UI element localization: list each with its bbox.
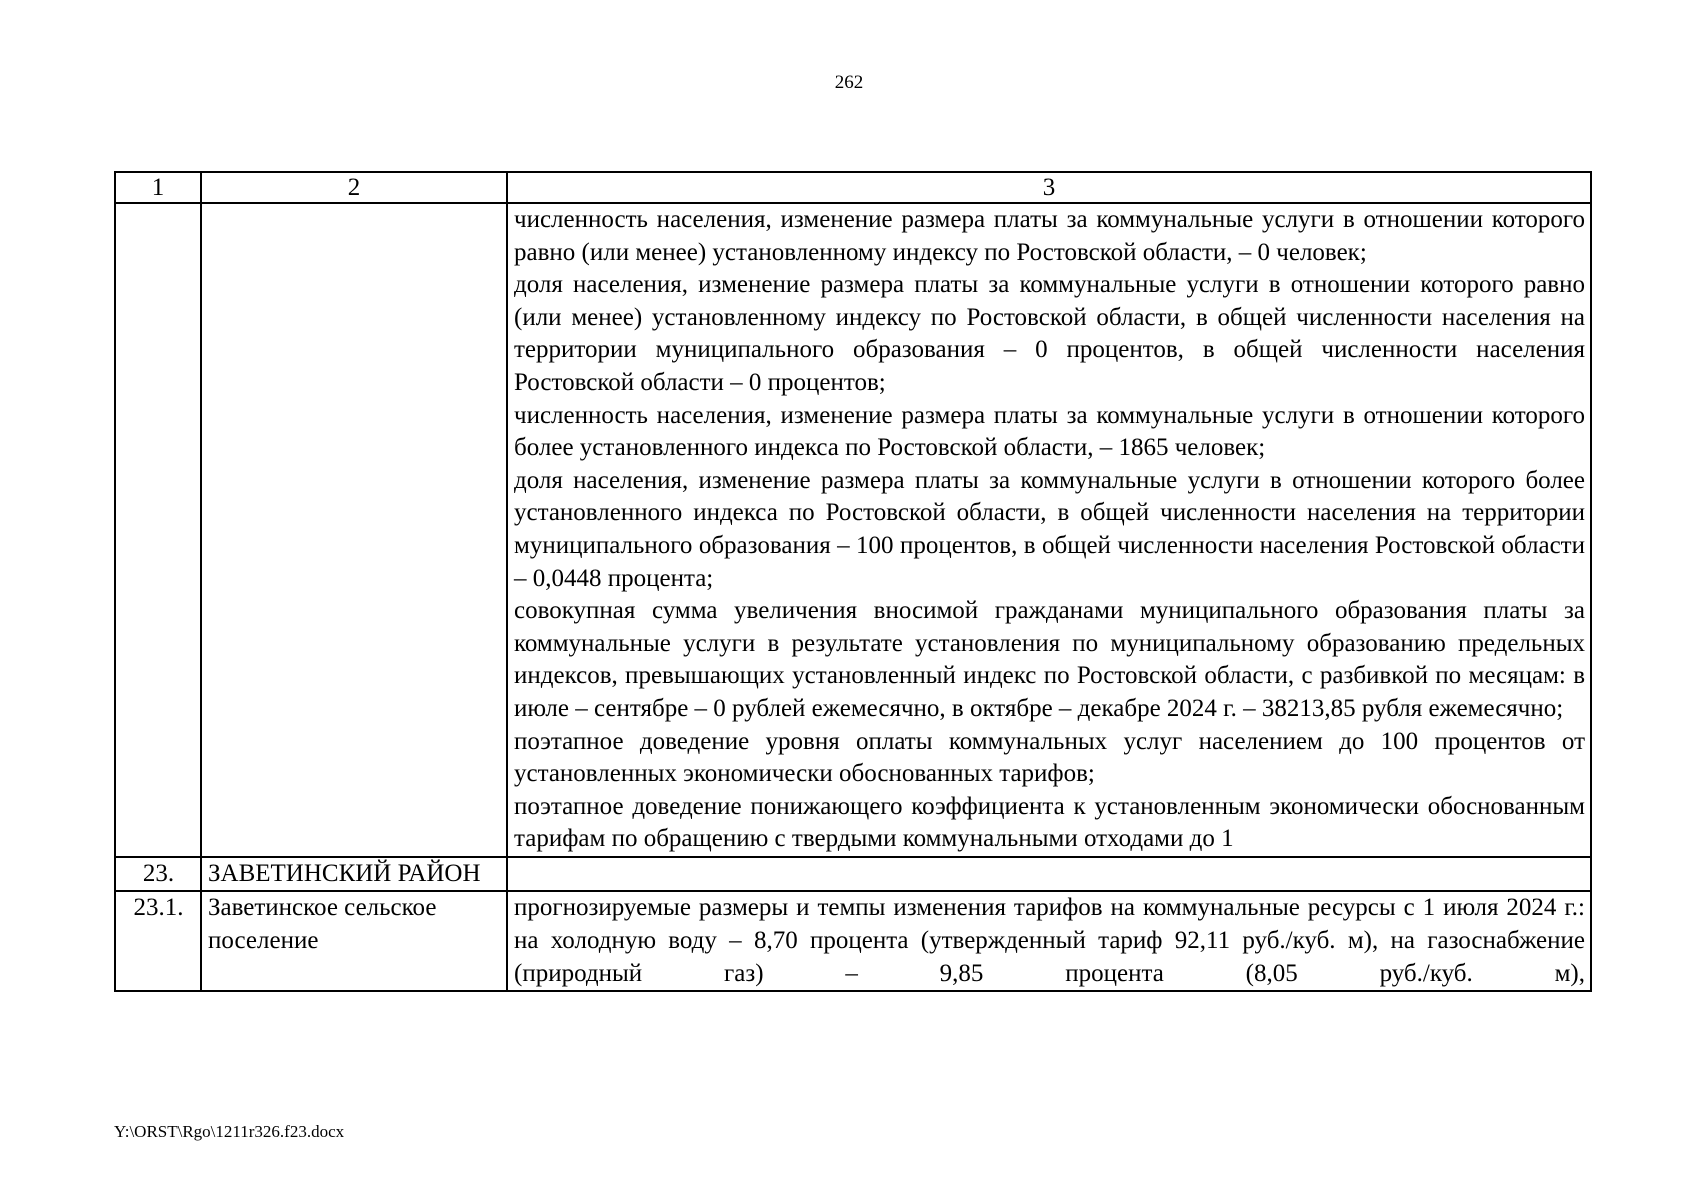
description-paragraph: поэтапное доведение уровня оплаты коммунальных услуг населением до 100 процентов от установленных экономически обоснованных тарифов;	[514, 727, 1585, 788]
description-paragraph: численность населения, изменение размера платы за коммунальные услуги в отношении которого более установленного индекса по Ростовской области, – 1865 человек;	[514, 401, 1585, 462]
row-district-name: ЗАВЕТИНСКИЙ РАЙОН	[201, 857, 507, 892]
row-description	[507, 857, 1591, 892]
table-row	[115, 203, 1591, 857]
page-number: 262	[834, 72, 864, 93]
description-paragraph: доля населения, изменение размера платы за коммунальные услуги в отношении которого равно (или менее) установленному индексу по Ростовской области, в общей численности населения на территории муниципального образования – 0 процентов, в общей численности населения Ростовской области – 0 процентов;	[514, 271, 1585, 396]
description-paragraph: прогнозируемые размеры и темпы изменения тарифов на коммунальные ресурсы с 1 июля 2024 г.: на холодную воду – 8,70 процента (утвержденный тариф 92,11 руб./куб. м), на газоснабжение (природный газ) – 9,85 процента (8,05 руб./куб. м),	[514, 894, 1585, 987]
description-paragraph: совокупная сумма увеличения вносимой гражданами муниципального образования платы за коммунальные услуги в результате установления по муниципальному образованию предельных индексов, превышающих установленный индекс по Ростовской области, с разбивкой по месяцам: в июле – сентябре – 0 рублей ежемесячно, в октябре – декабре 2024 г. – 38213,85 рубля ежемесячно;	[514, 597, 1585, 722]
footer-file-path: Y:\ORST\Rgo\1211r326.f23.docx	[114, 1122, 345, 1141]
row-description	[507, 203, 1591, 857]
description-paragraph: поэтапное доведение понижающего коэффициента к установленным экономически обоснованным тарифам по обращению с твердыми коммунальными отходами до 1	[514, 792, 1585, 853]
table-header-row	[115, 172, 1591, 203]
row-municipality: Заветинское сельское поселение	[201, 891, 507, 991]
description-paragraph: доля населения, изменение размера платы за коммунальные услуги в отношении которого более установленного индекса по Ростовской области, в общей численности населения на территории муниципального образования – 100 процентов, в общей численности населения Ростовской области – 0,0448 процента;	[514, 466, 1585, 592]
row-description	[507, 891, 1591, 991]
table-row	[115, 857, 1591, 892]
column-header-3: 3	[507, 172, 1591, 203]
table-row	[115, 891, 1591, 991]
document-table	[114, 171, 1592, 992]
column-header-1: 1	[115, 172, 201, 203]
row-number	[115, 203, 201, 857]
row-municipality	[201, 203, 507, 857]
description-paragraph: численность населения, изменение размера платы за коммунальные услуги в отношении которого равно (или менее) установленному индексу по Ростовской области, – 0 человек;	[514, 206, 1585, 266]
row-number: 23.	[115, 857, 201, 892]
column-header-2: 2	[201, 172, 507, 203]
row-number: 23.1.	[115, 891, 201, 991]
